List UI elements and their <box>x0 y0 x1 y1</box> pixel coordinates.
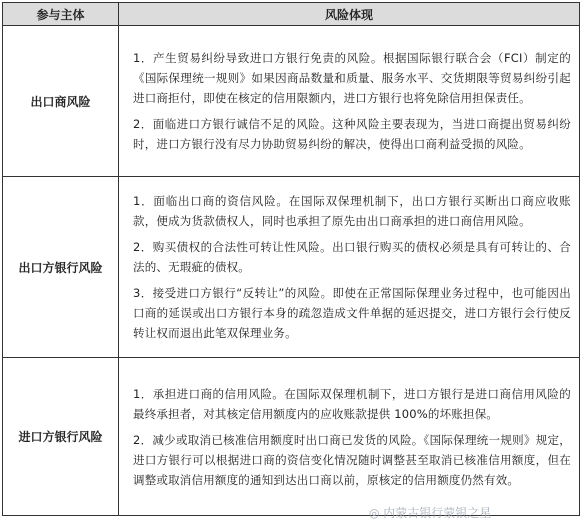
table-header-row <box>3 3 580 26</box>
party-cell: 出口方银行风险 <box>3 177 119 358</box>
risk-cell <box>119 358 580 516</box>
table-row <box>3 26 580 177</box>
table-row <box>3 177 580 358</box>
risk-item: 1．面临出口商的资信风险。在国际双保理机制下，出口方银行买断出口商应收账款，便成为货款债权人，同时也承担了原先由出口商承担的进口商信用风险。 <box>133 194 571 228</box>
watermark-text: 内蒙古银行蒙银之星 <box>383 506 492 520</box>
risk-table <box>2 2 580 516</box>
watermark <box>369 504 491 521</box>
risk-item: 1．承担进口商的信用风险。在国际双保理机制下，进口方银行是进口商信用风险的最终承担者，对其核定信用额度内的应收账款提供 100%的坏账担保。 <box>133 386 571 421</box>
risk-item: 2．减少或取消已核准信用额度时出口商已发货的风险。《国际保理统一规则》规定，进口方银行可以根据进口商的资信变化情况随时调整甚至取消已核准信用额度，但在调整或取消信用额度的通知到达出口商以前，原核定的信用额度仍然有效。 <box>133 432 571 487</box>
header-party: 参与主体 <box>3 3 119 26</box>
risk-cell <box>119 177 580 358</box>
party-cell: 进口方银行风险 <box>3 358 119 516</box>
risk-cell <box>119 26 580 177</box>
risk-item: 1．产生贸易纠纷导致进口方银行免责的风险。根据国际银行联合会（FCI）制定的《国际保理统一规则》如果因商品数量和质量、服务水平、交货期限等贸易纠纷引起进口商拒付，即使在核定的信用限额内，进口方银行也将免除信用担保责任。 <box>133 51 571 105</box>
risk-item: 3．接受进口方银行“反转让”的风险。即使在正常国际保理业务过程中，也可能因出口商的延误或出口方银行本身的疏忽造成文件单据的延迟提交，进口方银行会行使反转让权而退出此笔双保理业务。 <box>133 286 571 340</box>
party-cell: 出口商风险 <box>3 26 119 177</box>
table-row <box>3 358 580 516</box>
risk-item: 2．面临进口方银行诚信不足的风险。这种风险主要表现为，当进口商提出贸易纠纷时，进口方银行没有尽力协助贸易纠纷的解决，使得出口商利益受损的风险。 <box>133 117 571 151</box>
header-risk: 风险体现 <box>119 3 580 26</box>
risk-item: 2．购买债权的合法性可转让性风险。出口银行购买的债权必须是具有可转让的、合法的、无瑕疵的债权。 <box>133 240 571 274</box>
wechat-icon: ◎ <box>369 506 384 520</box>
